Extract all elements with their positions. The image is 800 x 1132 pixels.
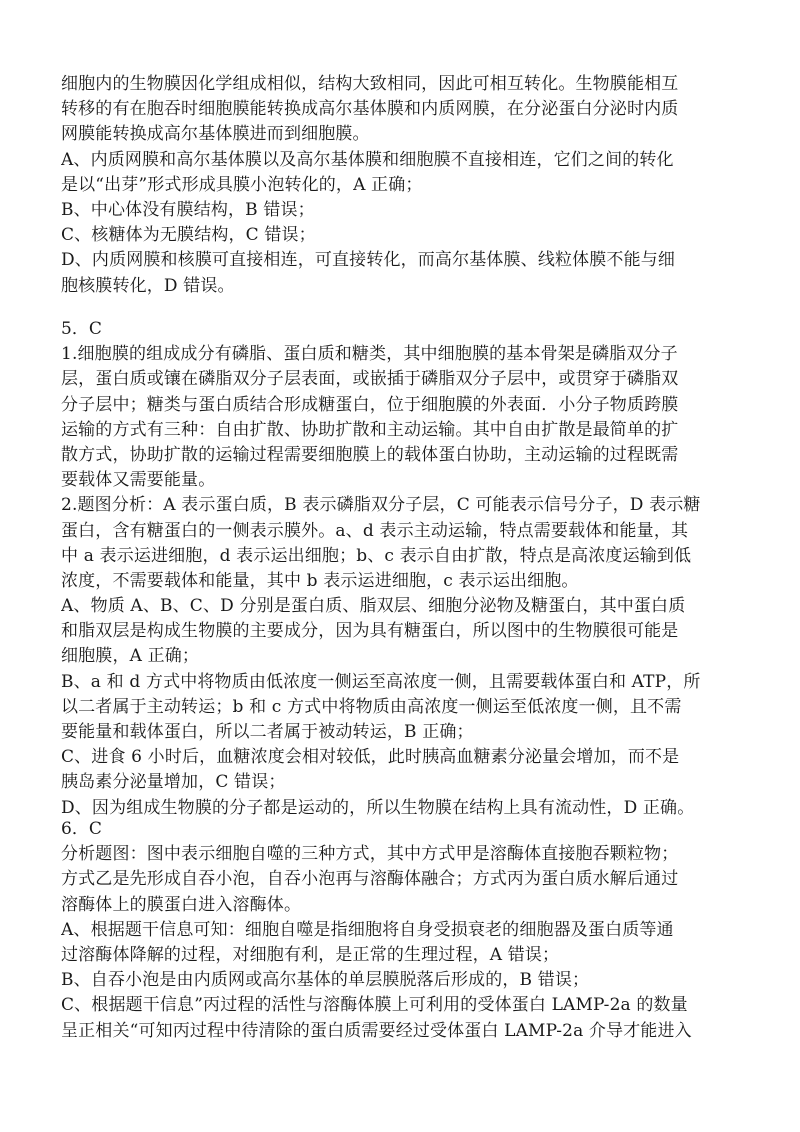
text-line: 分析题图：图中表示细胞自噬的三种方式，其中方式甲是溶酶体直接胞吞颗粒物；	[61, 844, 679, 865]
question-number: 6．C	[61, 819, 102, 839]
text-line: 是以“出芽”形式形成具膜小泡转化的，A 正确；	[61, 174, 423, 195]
text-line: A、物质 A、B、C、D 分别是蛋白质、脂双层、细胞分泌物及糖蛋白，其中蛋白质	[61, 596, 686, 617]
text-line: 中 a 表示运进细胞，d 表示运出细胞；b、c 表示自由扩散，特点是高浓度运输到低	[61, 545, 692, 566]
question-number: 5．C	[61, 319, 102, 339]
text-line: A、根据题干信息可知：细胞自噬是指细胞将自身受损衰老的细胞器及蛋白质等通	[61, 919, 674, 940]
text-line: C、核糖体为无膜结构，C 错误；	[61, 225, 316, 246]
text-line: 蛋白，含有糖蛋白的一侧表示膜外。a、d 表示主动运输，特点需要载体和能量，其	[61, 520, 689, 541]
text-line: 和脂双层是构成生物膜的主要成分，因为具有糖蛋白，所以图中的生物膜很可能是	[61, 621, 679, 642]
text-line: 分子层中；糖类与蛋白质结合形成糖蛋白，位于细胞膜的外表面．小分子物质跨膜	[61, 394, 679, 415]
question-5-answer	[61, 317, 746, 821]
text-line: 1.细胞膜的组成成分有磷脂、蛋白质和糖类，其中细胞膜的基本骨架是磷脂双分子	[61, 344, 678, 365]
text-line: C、根据题干信息”丙过程的活性与溶酶体膜上可利用的受体蛋白 LAMP-2a 的数量	[61, 995, 688, 1016]
text-line: B、a 和 d 方式中将物质由低浓度一侧运至高浓度一侧，且需要载体蛋白和 ATP，所	[61, 671, 701, 692]
text-line: C、进食 6 小时后，血糖浓度会相对较低，此时胰高血糖素分泌量会增加，而不是	[61, 747, 680, 768]
text-line: 要能量和载体蛋白，所以二者属于被动转运，B 正确；	[61, 722, 474, 742]
text-line: B、自吞小泡是由内质网或高尔基体的单层膜脱落后形成的，B 错误；	[61, 970, 590, 991]
text-line: 溶酶体上的膜蛋白进入溶酶体。	[61, 894, 302, 915]
text-line: 细胞膜，A 正确；	[61, 646, 200, 667]
text-line: D、因为组成生物膜的分子都是运动的，所以生物膜在结构上具有流动性，D 正确。	[61, 797, 695, 818]
text-line: 过溶酶体降解的过程，对细胞有利，是正常的生理过程，A 错误；	[61, 944, 560, 965]
text-line: 以二者属于主动转运；b 和 c 方式中将物质由高浓度一侧运至低浓度一侧，且不需	[61, 696, 682, 717]
text-line: 网膜能转换成高尔基体膜进而到细胞膜。	[61, 124, 370, 145]
text-line: 散方式，协助扩散的运输过程需要细胞膜上的载体蛋白协助，主动运输的过程既需	[61, 444, 679, 465]
text-line: A、内质网膜和高尔基体膜以及高尔基体膜和细胞膜不直接相连，它们之间的转化	[61, 149, 674, 170]
text-line: B、中心体没有膜结构，B 错误；	[61, 199, 315, 220]
question-6-answer	[61, 817, 746, 1044]
text-line: 层，蛋白质或镶在磷脂双分子层表面，或嵌插于磷脂双分子层中，或贯穿于磷脂双	[61, 369, 679, 390]
text-line: 转移的有在胞吞时细胞膜能转换成高尔基体膜和内质网膜，在分泌蛋白分泌时内质	[61, 99, 679, 120]
text-line: 胞核膜转化，D 错误。	[61, 275, 235, 296]
text-line: 呈正相关“可知丙过程中待清除的蛋白质需要经过受体蛋白 LAMP-2a 介导才能进入	[61, 1020, 692, 1041]
text-line: 要载体又需要能量。	[61, 470, 216, 491]
text-line: 2.题图分析：A 表示蛋白质，B 表示磷脂双分子层，C 可能表示信号分子，D 表示糖	[61, 495, 701, 516]
text-line: 浓度，不需要载体和能量，其中 b 表示运进细胞，c 表示运出细胞。	[61, 570, 579, 591]
text-line: 方式乙是先形成自吞小泡，自吞小泡再与溶酶体融合；方式丙为蛋白质水解后通过	[61, 869, 679, 890]
text-line: D、内质网膜和核膜可直接相连，可直接转化，而高尔基体膜、线粒体膜不能与细	[61, 250, 676, 271]
text-line: 胰岛素分泌量增加，C 错误；	[61, 772, 286, 793]
text-line: 细胞内的生物膜因化学组成相似，结构大致相同，因此可相互转化。生物膜能相互	[61, 74, 679, 94]
intro-paragraph	[61, 72, 746, 299]
text-line: 运输的方式有三种：自由扩散、协助扩散和主动运输。其中自由扩散是最简单的扩	[61, 419, 679, 440]
